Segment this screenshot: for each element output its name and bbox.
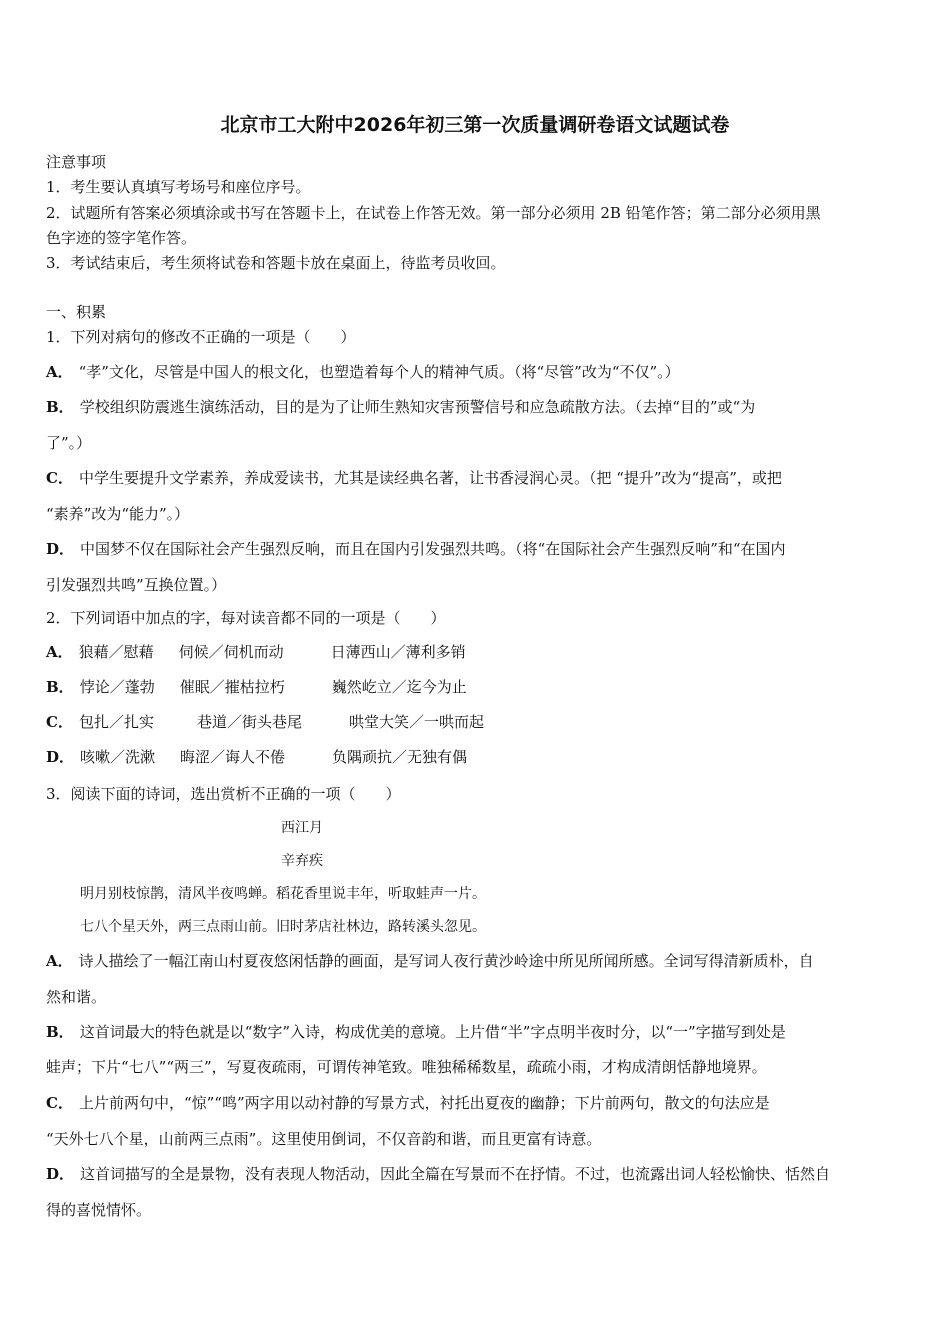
option-text: “孝”文化，尽管是中国人的根文化，也塑造着每个人的精神气质。（将“尽管”改为“不仅”。）	[78, 363, 680, 381]
q1-option-a	[46, 362, 908, 382]
word-pair-3: 巍然屹立／迄今为止	[331, 678, 467, 696]
option-text: 这首词描写的全是景物，没有表现人物活动，因此全篇在写景而不在抒情。不过，也流露出词人轻松愉快、恬然自	[80, 1165, 831, 1183]
q3-option-a	[46, 951, 908, 971]
option-text: 学校组织防震逃生演练活动，目的是为了让师生熟知灾害预警信号和应急疏散方法。（去掉“目的”或“为	[79, 398, 756, 416]
word-pair-2: 催眠／摧枯拉朽	[179, 678, 285, 696]
q3-option-c-cont: “天外七八个星，山前两三点雨”。这里使用倒词，不仅音韵和谐，而且更富有诗意。	[46, 1130, 602, 1148]
poem-title: 西江月	[281, 820, 323, 836]
option-letter: A．	[46, 363, 73, 381]
word-pair-2: 晦涩／诲人不倦	[180, 748, 286, 766]
word-pair-2: 巷道／街头巷尾	[196, 713, 302, 731]
notice-item-2: 2．试题所有答案必须填涂或书写在答题卡上，在试卷上作答无效。第一部分必须用 2B 铅笔作答；第二部分必须用黑	[46, 204, 821, 222]
word-pair-1: 悖论／蓬勃	[79, 678, 155, 696]
option-letter: B．	[46, 398, 74, 416]
q1-option-b-cont: 了”。）	[46, 434, 92, 452]
word-pair-3: 负隅顽抗／无独有偶	[332, 748, 468, 766]
notice-item-1: 1．考生要认真填写考场号和座位序号。	[46, 178, 311, 196]
notice-item-3: 3．考试结束后，考生须将试卷和答题卡放在桌面上，待监考员收回。	[46, 254, 506, 272]
q2-option-b	[46, 677, 908, 697]
option-text: 这首词最大的特色就是以“数字”入诗，构成优美的意境。上片借“半”字点明半夜时分，以“一”字描写到处是	[79, 1023, 786, 1041]
option-text: 上片前两句中，“惊”“鸣”两字用以动衬静的写景方式，衬托出夏夜的幽静；下片前两句，散文的句法应是	[78, 1094, 770, 1112]
q3-option-d-cont: 得的喜悦情怀。	[46, 1201, 152, 1219]
option-letter: D．	[46, 748, 75, 766]
q1-option-c	[46, 468, 908, 488]
word-pair-3: 哄堂大笑／一哄而起	[348, 713, 484, 731]
option-text: 中国梦不仅在国际社会产生强烈反响，而且在国内引发强烈共鸣。（将“在国际社会产生强烈反响”和“在国内	[80, 540, 786, 558]
q3-option-d	[46, 1164, 908, 1184]
q1-option-d-cont: 引发强烈共鸣”互换位置。）	[46, 576, 227, 594]
notice-item-2-cont: 色字迹的签字笔作答。	[46, 229, 197, 247]
q2-stem: 2．下列词语中加点的字，每对读音都不同的一项是（ ）	[46, 609, 446, 627]
exam-title: 北京市工大附中2026年初三第一次质量调研卷语文试题试卷	[220, 114, 730, 136]
option-letter: B．	[46, 678, 74, 696]
option-letter: B．	[46, 1023, 74, 1041]
q2-option-c	[46, 712, 908, 732]
word-pair-1: 咳嗽／洗漱	[80, 748, 156, 766]
q3-option-a-cont: 然和谐。	[46, 988, 107, 1006]
q3-option-b-cont: 蛙声；下片“七八”“两三”，写夏夜疏雨，可谓传神笔致。唯独稀稀数星，疏疏小雨，才构成清朗恬静地境界。	[46, 1058, 767, 1076]
q2-option-d	[46, 747, 908, 767]
q1-option-b	[46, 397, 908, 417]
q2-option-a	[46, 642, 908, 662]
option-letter: C．	[46, 469, 73, 487]
option-letter: D．	[46, 540, 75, 558]
word-pair-2: 伺候／伺机而动	[178, 643, 284, 661]
option-letter: C．	[46, 1094, 73, 1112]
word-pair-1: 狼藉／慰藉	[78, 643, 154, 661]
word-pair-1: 包扎／扎实	[78, 713, 154, 731]
q1-option-c-cont: “素养”改为“能力”。）	[46, 505, 190, 523]
q3-stem: 3．阅读下面的诗词，选出赏析不正确的一项（ ）	[46, 785, 401, 803]
section-heading: 一、积累	[46, 303, 107, 321]
q1-stem: 1．下列对病句的修改不正确的一项是（ ）	[46, 328, 356, 346]
option-text: 中学生要提升文学素养，养成爱读书，尤其是读经典名著，让书香浸润心灵。（把 “提升”改为“提高”，或把	[78, 469, 782, 487]
poem-line-2: 七八个星天外，两三点雨山前。旧时茅店社林边，路转溪头忽见。	[80, 919, 486, 935]
notice-heading: 注意事项	[46, 153, 107, 171]
q3-option-c	[46, 1093, 908, 1113]
word-pair-3: 日薄西山／薄利多销	[330, 643, 466, 661]
q1-option-d	[46, 539, 908, 559]
option-letter: D．	[46, 1165, 75, 1183]
q3-option-b	[46, 1022, 908, 1042]
option-letter: C．	[46, 713, 73, 731]
option-text: 诗人描绘了一幅江南山村夏夜悠闲恬静的画面，是写词人夜行黄沙岭途中所见所闻所感。全词写得清新质朴，自	[78, 952, 814, 970]
option-letter: A．	[46, 643, 73, 661]
poem-line-1: 明月别枝惊鹊，清风半夜鸣蝉。稻花香里说丰年，听取蛙声一片。	[80, 886, 486, 902]
option-letter: A．	[46, 952, 73, 970]
poem-author: 辛弃疾	[281, 853, 323, 869]
